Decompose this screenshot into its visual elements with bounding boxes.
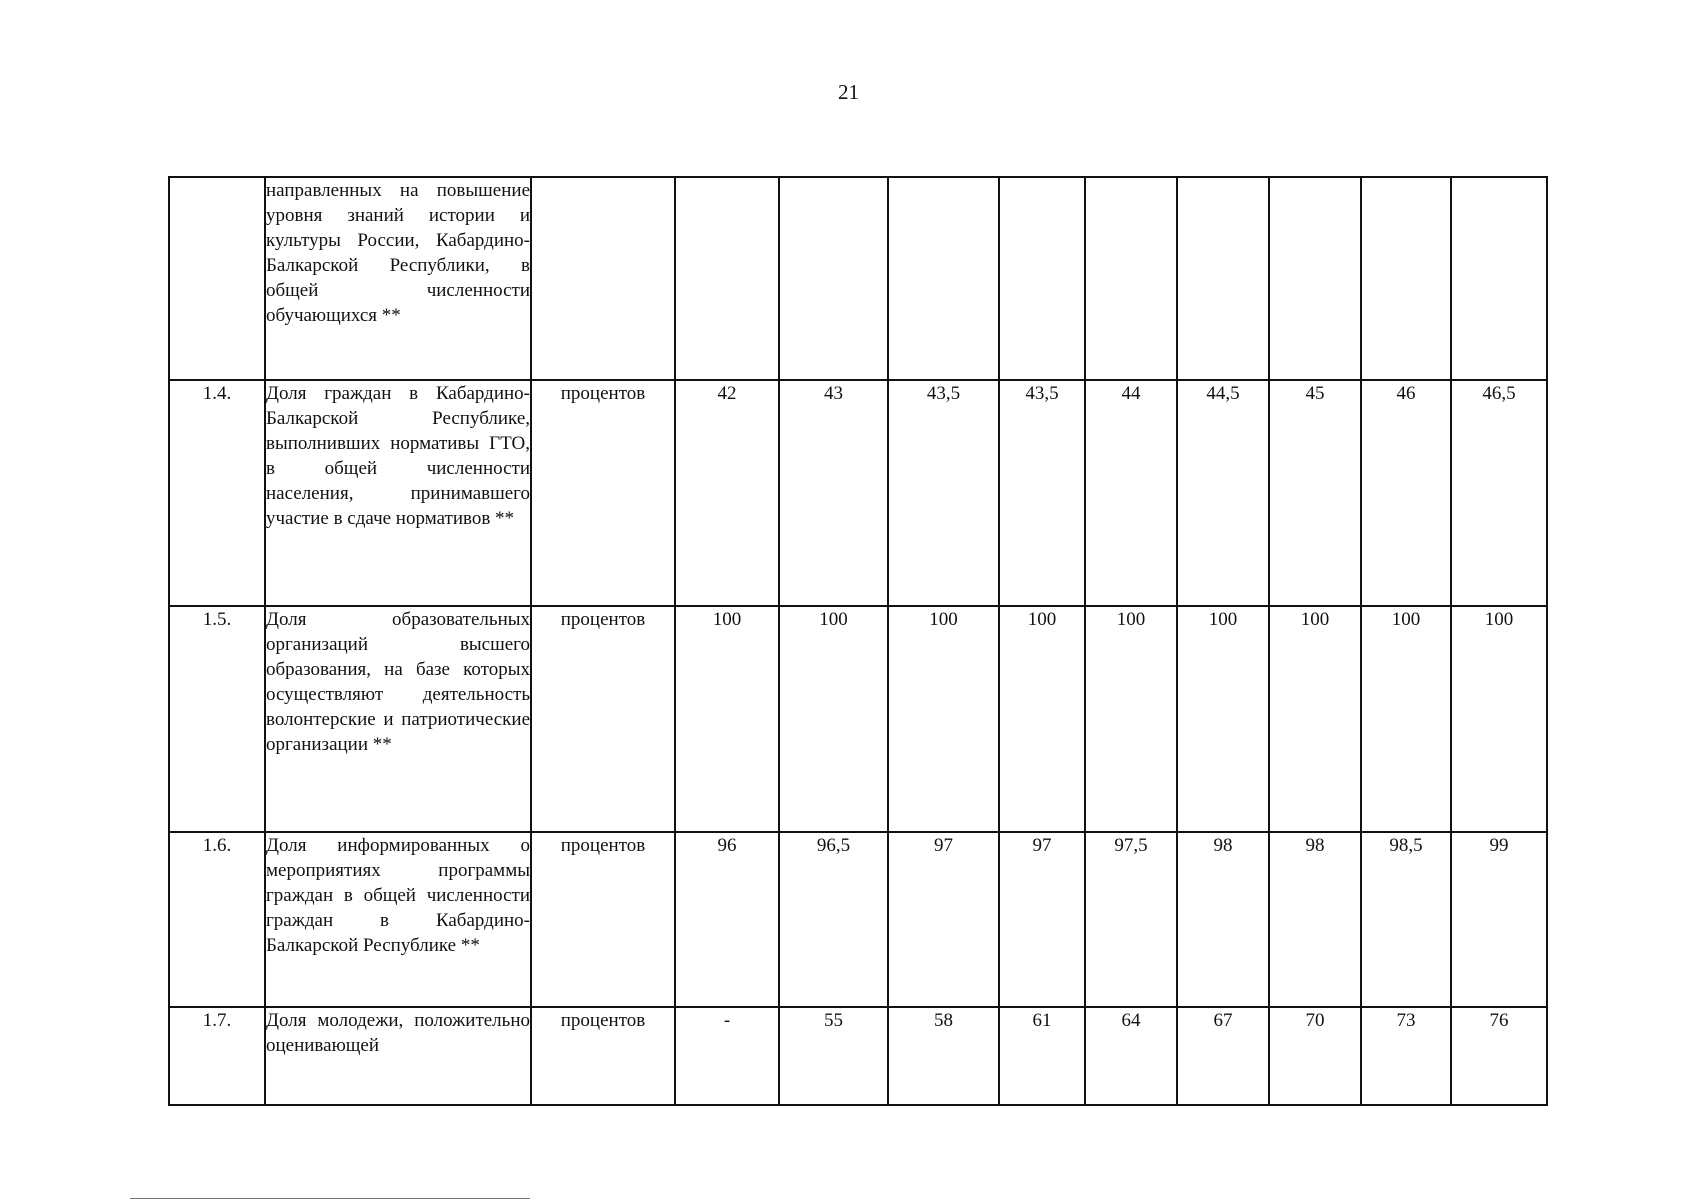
indicator-description: Доля молодежи, положительно оценивающей (265, 1007, 531, 1105)
value-cell (1269, 177, 1361, 380)
unit-cell: процентов (531, 606, 675, 832)
table-row (169, 832, 1547, 1007)
indicator-description: направленных на повышение уровня знаний истории и культуры России, Кабардино-Балкарской Республики, в общей численности обучающихся ** (265, 177, 531, 380)
value-cell: 98 (1177, 832, 1269, 1007)
value-cell (1451, 177, 1547, 380)
row-number: 1.4. (169, 380, 265, 606)
unit-cell: процентов (531, 380, 675, 606)
value-cell: 73 (1361, 1007, 1451, 1105)
value-cell: 76 (1451, 1007, 1547, 1105)
value-cell (1361, 177, 1451, 380)
value-cell: 44 (1085, 380, 1177, 606)
row-number: 1.7. (169, 1007, 265, 1105)
value-cell: 97 (888, 832, 999, 1007)
indicator-description: Доля образовательных организаций высшего образования, на базе которых осуществляют деятельность волонтерские и патриотические организации ** (265, 606, 531, 832)
value-cell: 100 (999, 606, 1085, 832)
table-row (169, 380, 1547, 606)
value-cell: 100 (1269, 606, 1361, 832)
row-number: 1.5. (169, 606, 265, 832)
value-cell: 70 (1269, 1007, 1361, 1105)
value-cell: 97,5 (1085, 832, 1177, 1007)
indicator-description: Доля информированных о мероприятиях программы граждан в общей численности граждан в Кабардино-Балкарской Республике ** (265, 832, 531, 1007)
indicator-description: Доля граждан в Кабардино-Балкарской Республике, выполнивших нормативы ГТО, в общей численности населения, принимавшего участие в сдаче нормативов ** (265, 380, 531, 606)
value-cell: 43 (779, 380, 888, 606)
value-cell (999, 177, 1085, 380)
row-number (169, 177, 265, 380)
indicators-table (168, 176, 1548, 1106)
value-cell: 96,5 (779, 832, 888, 1007)
table-row (169, 177, 1547, 380)
value-cell: 100 (1177, 606, 1269, 832)
value-cell: 58 (888, 1007, 999, 1105)
table-row (169, 606, 1547, 832)
value-cell (779, 177, 888, 380)
value-cell: 100 (779, 606, 888, 832)
value-cell: 100 (1451, 606, 1547, 832)
value-cell: - (675, 1007, 779, 1105)
value-cell (1177, 177, 1269, 380)
row-number: 1.6. (169, 832, 265, 1007)
value-cell: 45 (1269, 380, 1361, 606)
value-cell: 96 (675, 832, 779, 1007)
table-row (169, 1007, 1547, 1105)
value-cell: 46 (1361, 380, 1451, 606)
unit-cell: процентов (531, 1007, 675, 1105)
value-cell: 100 (1361, 606, 1451, 832)
value-cell: 43,5 (888, 380, 999, 606)
value-cell: 100 (1085, 606, 1177, 832)
value-cell: 42 (675, 380, 779, 606)
page-number: 21 (838, 80, 859, 104)
value-cell: 100 (675, 606, 779, 832)
value-cell (888, 177, 999, 380)
unit-cell: процентов (531, 832, 675, 1007)
value-cell: 97 (999, 832, 1085, 1007)
value-cell: 55 (779, 1007, 888, 1105)
value-cell: 99 (1451, 832, 1547, 1007)
value-cell: 61 (999, 1007, 1085, 1105)
value-cell: 67 (1177, 1007, 1269, 1105)
unit-cell (531, 177, 675, 380)
value-cell: 46,5 (1451, 380, 1547, 606)
value-cell: 98,5 (1361, 832, 1451, 1007)
value-cell: 43,5 (999, 380, 1085, 606)
scan-artifact-line (130, 1198, 530, 1199)
value-cell: 64 (1085, 1007, 1177, 1105)
value-cell (1085, 177, 1177, 380)
value-cell (675, 177, 779, 380)
value-cell: 100 (888, 606, 999, 832)
value-cell: 98 (1269, 832, 1361, 1007)
value-cell: 44,5 (1177, 380, 1269, 606)
